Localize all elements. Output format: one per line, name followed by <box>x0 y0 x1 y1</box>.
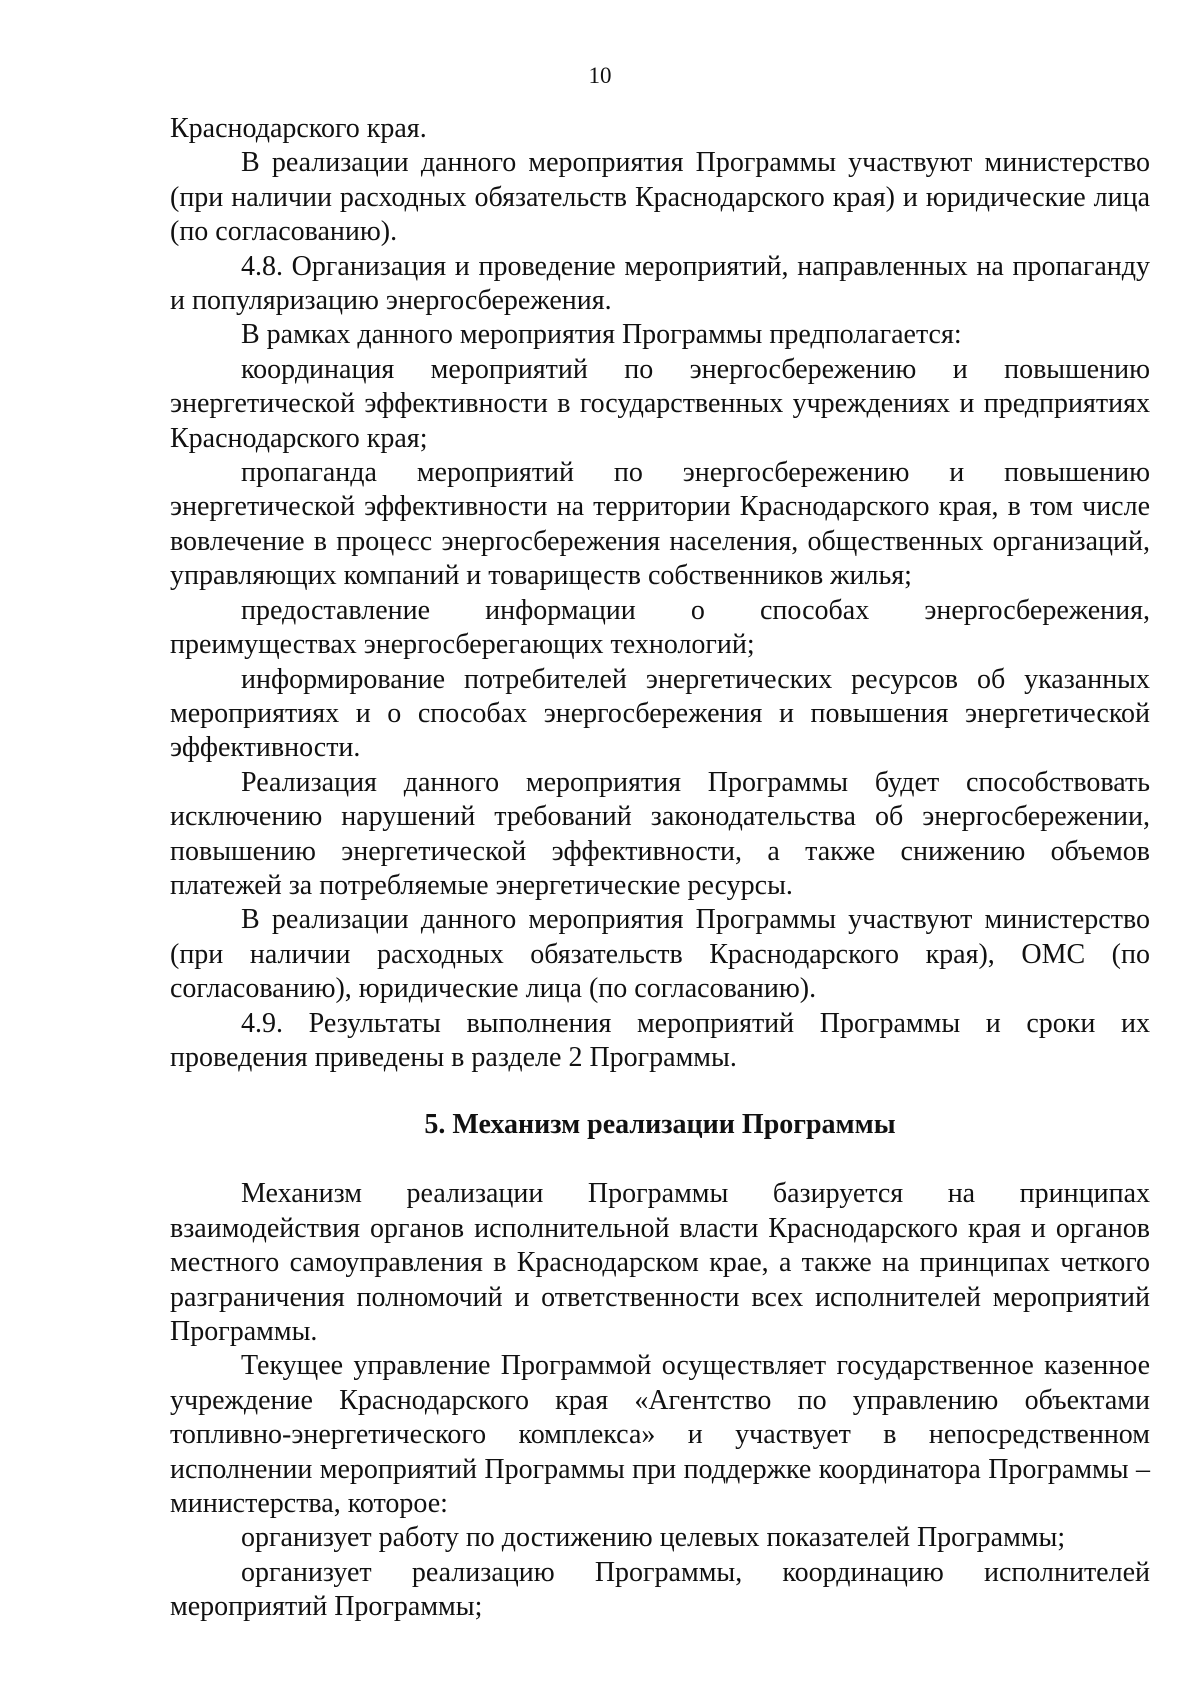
paragraph: координация мероприятий по энергосбережению и повышению энергетической эффективности в государственных учреждениях и предприятиях Краснодарского края; <box>170 353 1150 454</box>
paragraph: 4.8. Организация и проведение мероприятий, направленных на пропаганду и популяризацию энергосбережения. <box>170 250 1150 317</box>
paragraph: предоставление информации о способах энергосбережения, преимуществах энергосберегающих технологий; <box>170 594 1150 661</box>
paragraph: организует реализацию Программы, координацию исполнителей мероприятий Программы; <box>170 1556 1150 1623</box>
paragraph: 4.9. Результаты выполнения мероприятий Программы и сроки их проведения приведены в разделе 2 Программы. <box>170 1007 1150 1073</box>
spacer <box>170 1142 1150 1177</box>
page-number: 10 <box>588 63 612 88</box>
paragraph: пропаганда мероприятий по энергосбережению и повышению энергетической эффективности на территории Краснодарского края, в том числе вовлечение в процесс энергосбережения населения, общественных организаций, управляющих компаний и товариществ собственников жилья; <box>170 457 1150 592</box>
paragraph: В реализации данного мероприятия Программы участвуют министерство (при наличии расходных обязательств Краснодарского края) и юридические лица (по согласованию). <box>170 147 1150 248</box>
document-body <box>170 112 1150 1625</box>
spacer <box>170 1075 1150 1108</box>
paragraph: В реализации данного мероприятия Программы участвуют министерство (при наличии расходных обязательств Краснодарского края), ОМС (по согласованию), юридические лица (по согласованию). <box>170 904 1150 1005</box>
paragraph: В рамках данного мероприятия Программы предполагается: <box>241 319 962 351</box>
section-4-continuation <box>170 112 1150 1075</box>
paragraph: Краснодарского края. <box>170 113 427 144</box>
section-5-body <box>170 1177 1150 1624</box>
paragraph: Текущее управление Программой осуществляет государственное казенное учреждение Краснодарского края «Агентство по управлению объектами топливно-энергетического комплекса» и участвует в непосредственном исполнении мероприятий Программы при поддержке координатора Программы – министерства, которое: <box>170 1350 1150 1520</box>
section-heading: 5. Механизм реализации Программы <box>424 1109 896 1141</box>
paragraph: информирование потребителей энергетических ресурсов об указанных мероприятиях и о способах энергосбережения и повышения энергетической эффективности. <box>170 663 1150 764</box>
paragraph: Механизм реализации Программы базируется на принципах взаимодействия органов исполнительной власти Краснодарского края и органов местного самоуправления в Краснодарском крае, а также на принципах четкого разграничения полномочий и ответственности всех исполнителей мероприятий Программы. <box>170 1178 1150 1347</box>
paragraph: организует работу по достижению целевых показателей Программы; <box>241 1522 1066 1554</box>
paragraph: Реализация данного мероприятия Программы будет способствовать исключению нарушений требований законодательства об энергосбережении, повышению энергетической эффективности, а также снижению объемов платежей за потребляемые энергетические ресурсы. <box>170 766 1150 901</box>
